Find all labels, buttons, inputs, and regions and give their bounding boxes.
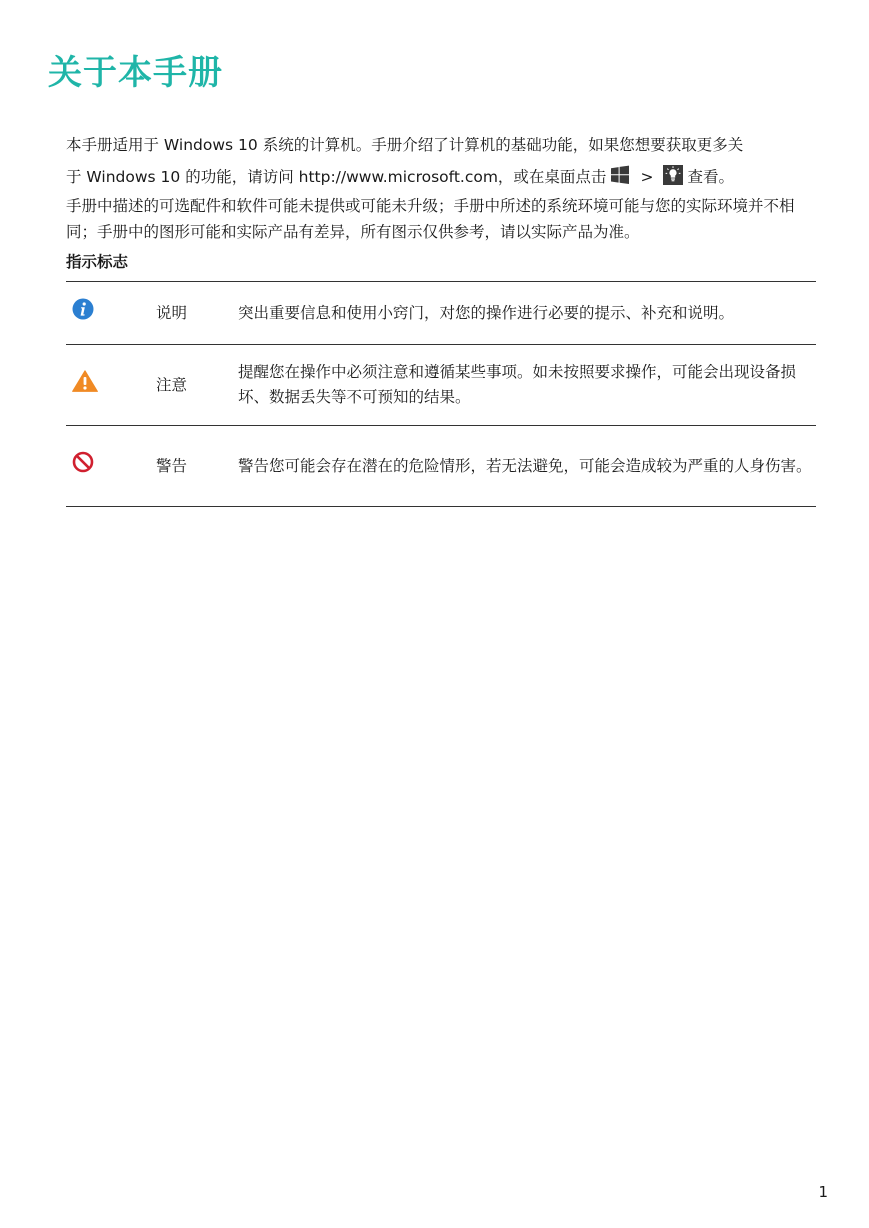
indicator-label: 注意 bbox=[156, 345, 238, 426]
intro-line-1: 本手册适用于 Windows 10 系统的计算机。手册介绍了计算机的基础功能，如果您想要获取更多关 bbox=[66, 136, 744, 154]
indicators-heading: 指示标志 bbox=[66, 253, 129, 271]
windows-logo-icon bbox=[610, 165, 630, 193]
intro-line-2-tail: 查看。 bbox=[687, 168, 734, 186]
prohibited-icon bbox=[72, 459, 94, 477]
indicator-description: 突出重要信息和使用小窍门，对您的操作进行必要的提示、补充和说明。 bbox=[238, 282, 816, 345]
disclaimer-paragraph: 手册中描述的可选配件和软件可能未提供或可能未升级；手册中所述的系统环境可能与您的实际环境并不相同；手册中的图形可能和实际产品有差异，所有图示仅供参考，请以实际产品为准。 bbox=[66, 197, 795, 241]
table-row bbox=[66, 282, 816, 345]
intro-line-2 bbox=[66, 164, 816, 193]
page-number: 1 bbox=[818, 1183, 828, 1201]
warning-icon bbox=[72, 378, 98, 396]
indicator-description: 提醒您在操作中必须注意和遵循某些事项。如未按照要求操作，可能会出现设备损坏、数据丢失等不可预知的结果。 bbox=[238, 345, 816, 426]
table-row bbox=[66, 426, 816, 507]
intro-paragraph bbox=[66, 132, 816, 193]
intro-line-2-text: 于 Windows 10 的功能，请访问 http://www.microsoft.com，或在桌面点击 bbox=[66, 168, 607, 186]
info-icon bbox=[72, 306, 94, 324]
lightbulb-tips-icon bbox=[663, 165, 683, 193]
indicators-table bbox=[66, 281, 816, 507]
indicator-label: 说明 bbox=[156, 282, 238, 345]
page-content bbox=[66, 132, 816, 507]
page-title: 关于本手册 bbox=[48, 53, 223, 93]
separator-glyph: > bbox=[640, 168, 654, 186]
indicator-label: 警告 bbox=[156, 426, 238, 507]
table-row bbox=[66, 345, 816, 426]
indicator-description: 警告您可能会存在潜在的危险情形，若无法避免，可能会造成较为严重的人身伤害。 bbox=[238, 426, 816, 507]
